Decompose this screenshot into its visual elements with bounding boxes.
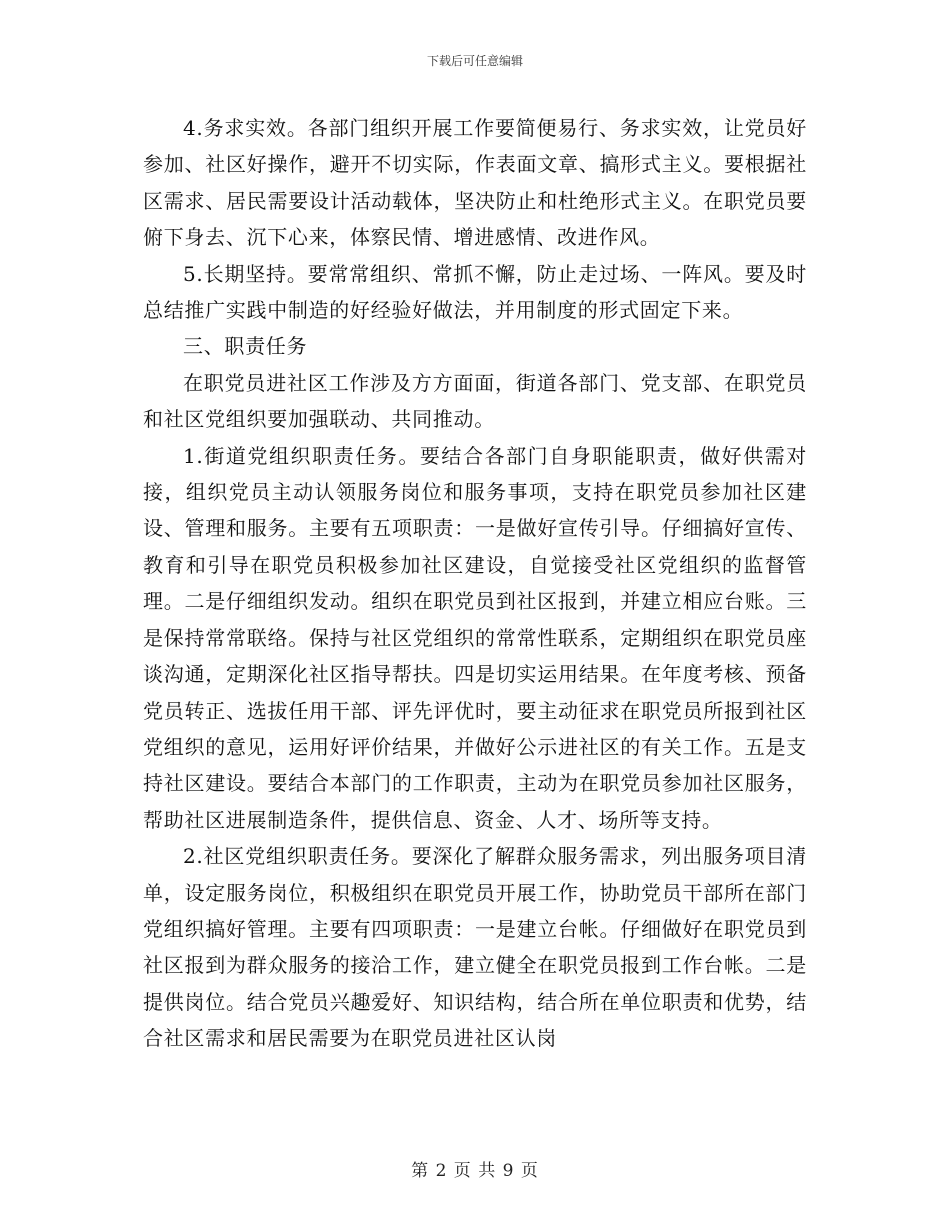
paragraph-seek-results: 4.务求实效。各部门组织开展工作要简便易行、务求实效，让党员好参加、社区好操作，避开不切实际，作表面文章、搞形式主义。要根据社区需求、居民需要设计活动载体，坚决防止和杜绝形式主义。在职党员要俯下身去、沉下心来，体察民情、增进感情、改进作风。 [143,116,807,250]
paragraph-street-party-duties: 1.街道党组织职责任务。要结合各部门自身职能职责，做好供需对接，组织党员主动认领服务岗位和服务事项，支持在职党员参加社区建设、管理和服务。主要有五项职责：一是做好宣传引导。仔细搞好宣传、教育和引导在职党员积极参加社区建设，自觉接受社区党组织的监督管理。二是仔细组织发动。组织在职党员到社区报到，并建立相应台账。三是保持常常联络。保持与社区党组织的常常性联系，定期组织在职党员座谈沟通，定期深化社区指导帮扶。四是切实运用结果。在年度考核、预备党员转正、选拔任用干部、评先评优时，要主动征求在职党员所报到社区党组织的意见，运用好评价结果，并做好公示进社区的有关工作。五是支持社区建设。要结合本部门的工作职责，主动为在职党员参加社区服务，帮助社区进展制造条件，提供信息、资金、人才、场所等支持。 [143,443,807,832]
paragraph-community-party-duties: 2.社区党组织职责任务。要深化了解群众服务需求，列出服务项目清单，设定服务岗位，积极组织在职党员开展工作，协助党员干部所在部门党组织搞好管理。主要有四项职责：一是建立台帐。仔细做好在职党员到社区报到为群众服务的接洽工作，建立健全在职党员报到工作台帐。二是提供岗位。结合党员兴趣爱好、知识结构，结合所在单位职责和优势，结合社区需求和居民需要为在职党员进社区认岗 [143,844,807,1051]
page-header: 下载后可任意编辑 [426,54,523,68]
document-body [143,110,807,1057]
paragraph-duties-intro: 在职党员进社区工作涉及方方面面，街道各部门、党支部、在职党员和社区党组织要加强联动、共同推动。 [143,370,807,432]
paragraph-long-term: 5.长期坚持。要常常组织、常抓不懈，防止走过场、一阵风。要及时总结推广实践中制造的好经验好做法，并用制度的形式固定下来。 [143,261,807,323]
section-heading-duties: 三、职责任务 [183,334,308,359]
page-footer: 第 2 页 共 9 页 [411,1161,539,1181]
